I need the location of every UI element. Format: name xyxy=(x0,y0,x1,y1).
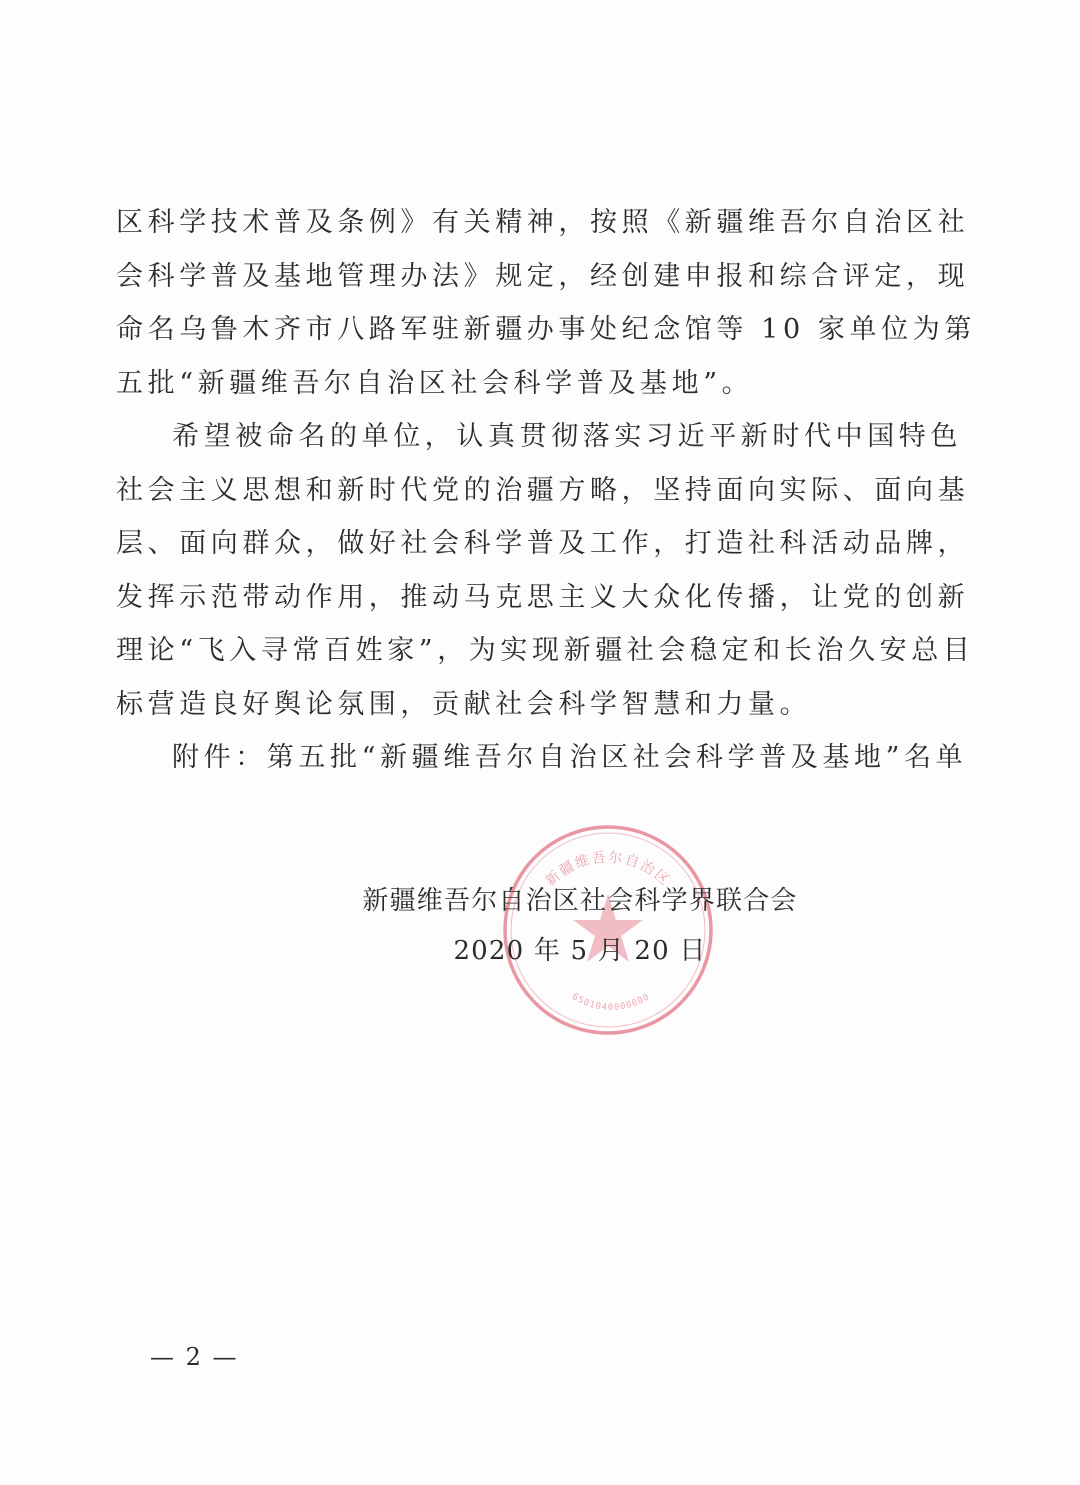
signature-date: 2020 年 5 月 20 日 xyxy=(453,936,707,966)
paragraph-1-line-4: 五批“新疆维吾尔自治区社会科学普及基地”。 xyxy=(116,367,754,399)
paragraph-2-line-2: 社会主义思想和新时代党的治疆方略，坚持面向实际、面向基 xyxy=(116,474,970,506)
signature-organization: 新疆维吾尔自治区社会科学界联合会 xyxy=(362,886,798,916)
paragraph-1-line-3: 命名乌鲁木齐市八路军驻新疆办事处纪念馆等 10 家单位为第 xyxy=(116,314,976,345)
stamp-arc-text: 新疆维吾尔自治区 xyxy=(542,849,674,890)
svg-text:6501040000000 xyxy=(570,992,652,1013)
page-number: — 2 — xyxy=(150,1343,239,1371)
paragraph-1-line-1: 区科学技术普及条例》有关精神，按照《新疆维吾尔自治区社 xyxy=(116,207,970,238)
paragraph-2-line-3: 层、面向群众，做好社会科学普及工作，打造社科活动品牌， xyxy=(116,528,970,559)
attachment-line: 附件：第五批“新疆维吾尔自治区社会科学普及基地”名单 xyxy=(172,742,968,773)
paragraph-2-line-4: 发挥示范带动作用，推动马克思主义大众化传播，让党的创新 xyxy=(116,581,970,613)
paragraph-2-line-1: 希望被命名的单位，认真贯彻落实习近平新时代中国特色 xyxy=(172,421,962,452)
paragraph-2-line-5: 理论“飞入寻常百姓家”，为实现新疆社会稳定和长治久安总目 xyxy=(116,635,975,666)
document-body xyxy=(116,196,976,785)
paragraph-2-line-6: 标营造良好舆论氛围，贡献社会科学智慧和力量。 xyxy=(116,688,812,720)
stamp-serial: 6501040000000 xyxy=(569,991,653,1014)
paragraph-1-line-2: 会科学普及基地管理办法》规定，经创建申报和综合评定，现 xyxy=(116,260,970,292)
